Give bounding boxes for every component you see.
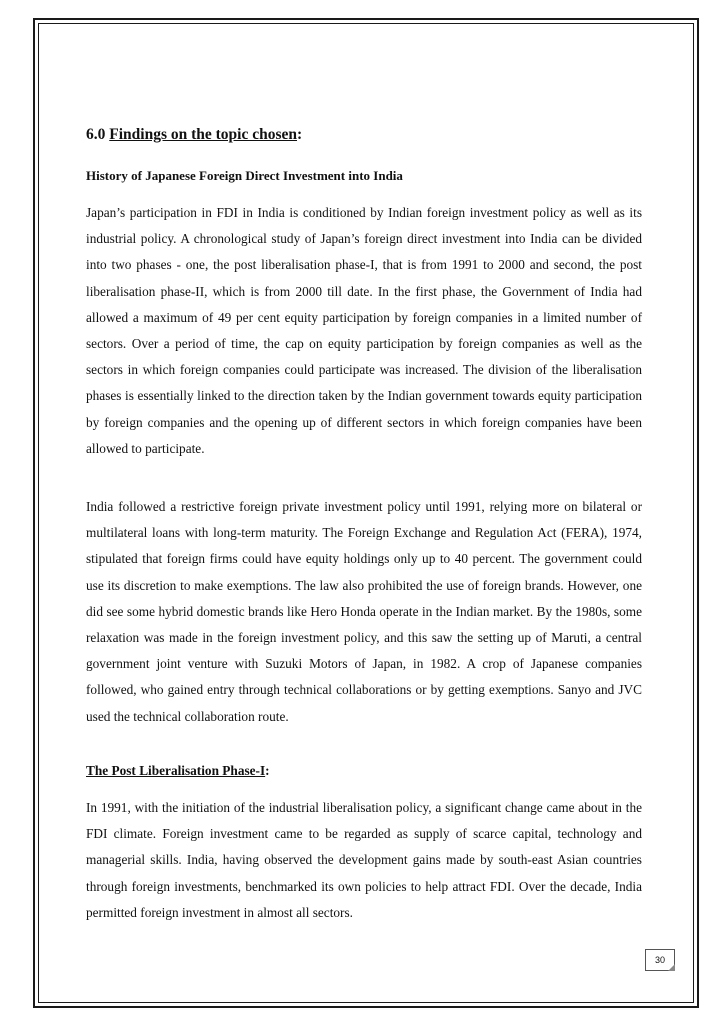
section-title-text: Findings on the topic chosen (109, 126, 298, 143)
section-title (86, 126, 302, 144)
paragraph-3: In 1991, with the initiation of the industrial liberalisation policy, a significant change came about in the FDI climate. Foreign investment came to be regarded as supply of scarce capital, technology and managerial skills. India, having observed the development gains made by south-east Asian countries through foreign investments, benchmarked its own policies to help attract FDI. Over the decade, India permitted foreign investment in almost all sectors. (86, 800, 642, 920)
paragraph-2: India followed a restrictive foreign private investment policy until 1991, relying more on bilateral or multilateral loans with long-term maturity. The Foreign Exchange and Regulation Act (FERA), 1974, stipulated that foreign firms could have equity holdings only up to 40 percent. The government could use its discretion to make exemptions. The law also prohibited the use of foreign brands. However, one did see some hybrid domestic brands like Hero Honda operate in the Indian market. By the 1980s, some relaxation was made in the foreign investment policy, and this saw the setting up of Maruti, a central government joint venture with Suzuki Motors of Japan, in 1982. A crop of Japanese companies followed, who gained entry through technical collaborations or by getting exemptions. Sanyo and JVC used the technical collaboration route. (86, 499, 642, 724)
section-number: 6.0 (86, 126, 106, 143)
subheading-phase-1-colon: : (265, 763, 270, 778)
subheading-phase-1-text: The Post Liberalisation Phase-I (86, 763, 266, 778)
section-title-colon: : (297, 126, 303, 143)
subheading-history: History of Japanese Foreign Direct Investment into India (86, 168, 403, 183)
subheading-phase-1 (86, 763, 270, 779)
page-number: 30 (645, 949, 675, 971)
paragraph-1: Japan’s participation in FDI in India is conditioned by Indian foreign investment policy as well as its industrial policy. A chronological study of Japan’s foreign direct investment into India can be divided into two phases - one, the post liberalisation phase-I, that is from 1991 to 2000 and second, the post liberalisation phase-II, which is from 2000 till date. In the first phase, the Government of India had allowed a maximum of 49 per cent equity participation by foreign companies in a limited number of sectors. Over a period of time, the cap on equity participation by foreign companies as well as the sectors in which foreign companies could participate was increased. The division of the liberalisation phases is essentially linked to the direction taken by the Indian government towards equity participation by foreign companies and the opening up of different sectors in which foreign companies have been allowed to participate. (86, 205, 642, 456)
